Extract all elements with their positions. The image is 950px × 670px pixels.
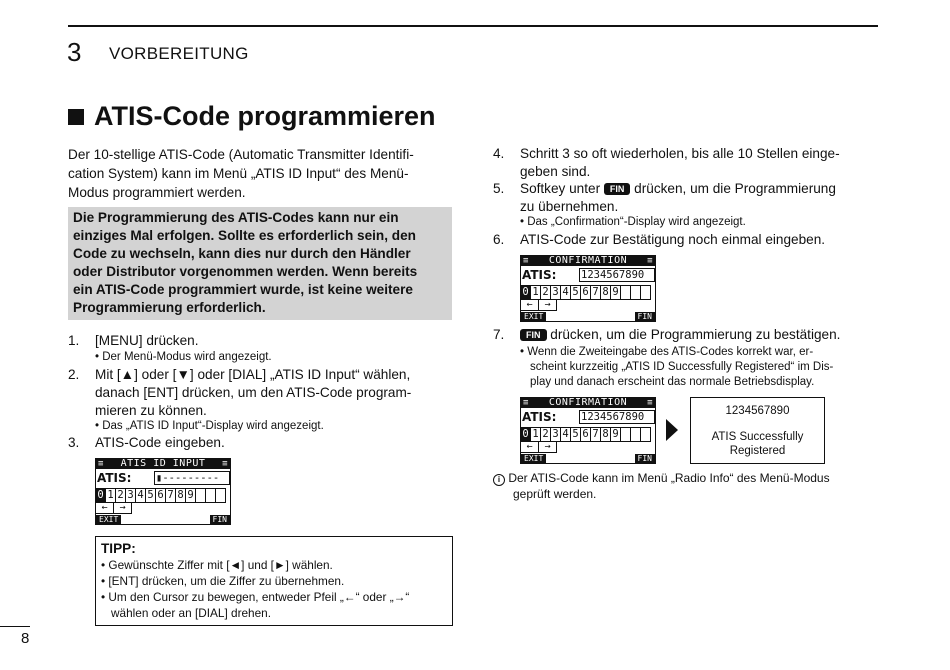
- lcd-digit: 1: [531, 428, 541, 441]
- lcd-digit: 5: [571, 428, 581, 441]
- arrow-right-icon: →: [114, 502, 132, 513]
- lcd-digit: 6: [581, 428, 591, 441]
- note: [493, 471, 830, 486]
- arrow-right-icon: →: [539, 441, 557, 452]
- lcd-atis-label: ATIS:: [522, 268, 557, 282]
- lcd-digit: 3: [551, 428, 561, 441]
- note-line: Der ATIS-Code kann im Menü „Radio Info“ des Menü-Modus: [508, 471, 830, 485]
- step-2: [68, 366, 452, 422]
- tip-line: • [ENT] drücken, um die Ziffer zu übernehmen.: [101, 574, 345, 588]
- triangle-right-icon: [666, 419, 678, 441]
- lcd-title: CONFIRMATION: [548, 255, 628, 266]
- warning-line: oder Distributor vorgenommen werden. Wenn bereits: [73, 264, 418, 279]
- lcd-atis-label: ATIS:: [522, 410, 557, 424]
- softkey-fin: FIN: [210, 515, 230, 524]
- tip-box: [95, 536, 453, 626]
- lcd-title-bar: [521, 398, 655, 408]
- lcd-arrow-row: [521, 299, 557, 311]
- lcd-digit: 0: [521, 428, 531, 441]
- step-3: [68, 434, 452, 454]
- intro-line: Modus programmiert werden.: [68, 185, 246, 200]
- step-1-sub: • Der Menü-Modus wird angezeigt.: [95, 351, 272, 363]
- step-text-part: Softkey unter: [520, 181, 601, 196]
- step-text: mieren zu können.: [95, 403, 207, 418]
- step-text: [520, 326, 840, 344]
- lcd-digit: 1: [106, 489, 116, 502]
- lcd-digit: 3: [126, 489, 136, 502]
- step-number: 6.: [493, 232, 505, 247]
- step-text: ATIS-Code eingeben.: [95, 435, 225, 450]
- arrow-left-icon: ←: [521, 441, 539, 452]
- step-5-sub: • Das „Confirmation“-Display wird angezeigt.: [520, 216, 746, 228]
- step-text: [MENU] drücken.: [95, 333, 199, 348]
- lcd-digit: 0: [96, 489, 106, 502]
- chapter-title: VORBEREITUNG: [109, 44, 249, 63]
- lcd-digit-row: [96, 488, 226, 503]
- lcd-digit: [641, 286, 651, 299]
- warning-box: [68, 207, 452, 320]
- softkey-exit: EXIT: [521, 454, 546, 463]
- step-number: 2.: [68, 367, 80, 382]
- intro-line: Der 10-stellige ATIS-Code (Automatic Transmitter Identifi-: [68, 147, 414, 162]
- lcd-confirmation-final: [520, 397, 656, 464]
- result-line: Registered: [729, 445, 786, 457]
- lcd-digit: [641, 428, 651, 441]
- lcd-digit: [631, 428, 641, 441]
- lcd-arrow-row: [521, 441, 557, 453]
- step-2-sub: • Das „ATIS ID Input“-Display wird angezeigt.: [95, 420, 324, 432]
- lcd-digit: [206, 489, 216, 502]
- square-bullet-icon: [68, 109, 84, 125]
- lcd-title: ATIS ID INPUT: [120, 458, 206, 469]
- lcd-digit: 6: [581, 286, 591, 299]
- step-5: [493, 180, 878, 218]
- lcd-digit: 8: [176, 489, 186, 502]
- lcd-digit: 1: [531, 286, 541, 299]
- lcd-digit: 9: [186, 489, 196, 502]
- menu-lines-icon: ≡: [647, 256, 653, 266]
- lcd-digit: 7: [591, 428, 601, 441]
- menu-lines-icon: ≡: [523, 256, 529, 266]
- lcd-digit: [196, 489, 206, 502]
- lcd-digit: 3: [551, 286, 561, 299]
- step-number: 7.: [493, 327, 505, 342]
- lcd-arrow-row: [96, 502, 132, 514]
- step-7-sub: • Wenn die Zweiteingabe des ATIS-Codes korrekt war, er-: [520, 346, 814, 358]
- tip-line: wählen oder an [DIAL] drehen.: [111, 606, 272, 620]
- lcd-digit: 4: [136, 489, 146, 502]
- step-text: Schritt 3 so oft wiederholen, bis alle 10 Stellen einge-: [520, 146, 840, 161]
- tip-title: TIPP:: [101, 541, 136, 556]
- lcd-digit: 0: [521, 286, 531, 299]
- fin-key-icon: FIN: [604, 183, 631, 195]
- lcd-title: CONFIRMATION: [548, 397, 628, 408]
- step-number: 1.: [68, 333, 80, 348]
- lcd-digit: 6: [156, 489, 166, 502]
- lcd-digit: 9: [611, 428, 621, 441]
- step-number: 5.: [493, 181, 505, 196]
- footer-rule: [0, 626, 30, 627]
- lcd-digit-row: [521, 427, 651, 442]
- lcd-digit: 5: [571, 286, 581, 299]
- warning-line: Code zu wechseln, kann dies nur durch den Händler: [73, 246, 411, 261]
- step-7-sub: scheint kurzzeitig „ATIS ID Successfully Registered“ im Dis-: [530, 361, 834, 373]
- step-text-part: drücken, um die Programmierung zu bestätigen.: [550, 327, 841, 342]
- result-line: ATIS Successfully: [711, 431, 804, 443]
- lcd-digit-row: [521, 285, 651, 300]
- chapter-number: 3: [67, 37, 82, 67]
- info-icon: i: [493, 474, 505, 486]
- lcd-digit: 4: [561, 428, 571, 441]
- warning-line: Die Programmierung des ATIS-Codes kann nur ein: [73, 210, 399, 225]
- lcd-atis-entry: 1234567890: [579, 410, 655, 424]
- lcd-digit: 2: [541, 428, 551, 441]
- lcd-atis-entry: 1234567890: [579, 268, 655, 282]
- step-text: [520, 180, 836, 198]
- result-display: [690, 397, 825, 464]
- step-text: geben sind.: [520, 164, 591, 179]
- arrow-left-icon: ←: [96, 502, 114, 513]
- result-code: 1234567890: [725, 405, 790, 417]
- note-line: geprüft werden.: [513, 487, 597, 501]
- lcd-digit: 2: [116, 489, 126, 502]
- arrow-right-icon: →: [539, 299, 557, 310]
- menu-lines-icon: ≡: [222, 459, 228, 469]
- step-text: danach [ENT] drücken, um den ATIS-Code program-: [95, 385, 412, 400]
- warning-line: einziges Mal erfolgen. Sollte es erforderlich sein, den: [73, 228, 416, 243]
- warning-line: ein ATIS-Code programmiert wurde, ist keine weitere: [73, 282, 413, 297]
- header-rule: [68, 25, 878, 27]
- softkey-exit: EXIT: [521, 312, 546, 321]
- step-text-part: drücken, um die Programmierung: [634, 181, 836, 196]
- step-6: [493, 231, 878, 251]
- lcd-atis-label: ATIS:: [97, 471, 132, 485]
- step-text: ATIS-Code zur Bestätigung noch einmal eingeben.: [520, 232, 826, 247]
- lcd-digit: 7: [166, 489, 176, 502]
- lcd-digit: 9: [611, 286, 621, 299]
- warning-line: Programmierung erforderlich.: [73, 300, 266, 315]
- step-7-sub: play und danach erscheint das normale Betriebsdisplay.: [530, 376, 815, 388]
- step-4: [493, 145, 878, 183]
- tip-line: • Gewünschte Ziffer mit [◄] und [►] wählen.: [101, 558, 333, 572]
- menu-lines-icon: ≡: [98, 459, 104, 469]
- arrow-left-icon: ←: [521, 299, 539, 310]
- step-text: zu übernehmen.: [520, 199, 619, 214]
- step-1: [68, 332, 452, 352]
- lcd-title-bar: [521, 256, 655, 266]
- step-text: Mit [▲] oder [▼] oder [DIAL] „ATIS ID Input“ wählen,: [95, 367, 411, 382]
- step-number: 3.: [68, 435, 80, 450]
- lcd-digit: 8: [601, 286, 611, 299]
- menu-lines-icon: ≡: [647, 398, 653, 408]
- tip-line: • Um den Cursor zu bewegen, entweder Pfeil „←“ oder „→“: [101, 590, 410, 604]
- lcd-atis-entry: ▮---------: [154, 471, 230, 485]
- lcd-digit: 2: [541, 286, 551, 299]
- lcd-digit: 8: [601, 428, 611, 441]
- lcd-confirmation: [520, 255, 656, 322]
- lcd-digit: 5: [146, 489, 156, 502]
- softkey-fin: FIN: [635, 454, 655, 463]
- lcd-digit: [216, 489, 226, 502]
- lcd-digit: 4: [561, 286, 571, 299]
- lcd-digit: 7: [591, 286, 601, 299]
- softkey-fin: FIN: [635, 312, 655, 321]
- intro-paragraph: [68, 145, 452, 202]
- softkey-exit: EXIT: [96, 515, 121, 524]
- page-number: 8: [21, 630, 30, 647]
- lcd-title-bar: [96, 459, 230, 469]
- warning-text: [73, 209, 449, 317]
- step-7: [493, 326, 878, 346]
- lcd-digit: [621, 286, 631, 299]
- menu-lines-icon: ≡: [523, 398, 529, 408]
- lcd-digit: [621, 428, 631, 441]
- lcd-digit: [631, 286, 641, 299]
- lcd-atis-input: [95, 458, 231, 525]
- section-title: ATIS-Code programmieren: [94, 101, 436, 131]
- step-number: 4.: [493, 146, 505, 161]
- section-heading: [68, 101, 436, 132]
- fin-key-icon: FIN: [520, 329, 547, 341]
- intro-line: cation System) kann im Menü „ATIS ID Input“ des Menü-: [68, 166, 409, 181]
